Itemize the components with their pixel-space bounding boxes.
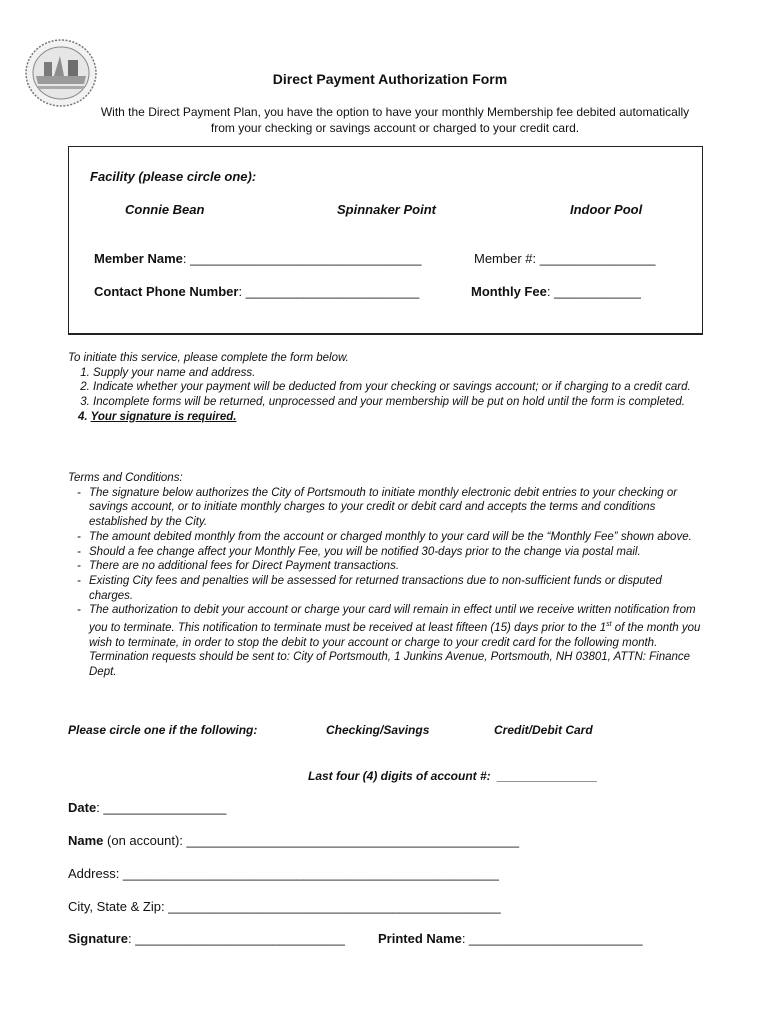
date-blank[interactable]: : _________________ xyxy=(96,800,227,815)
instructions-intro: To initiate this service, please complete the form below. xyxy=(68,352,349,364)
instruction-item-number: 4. xyxy=(78,410,88,423)
name-label: Name xyxy=(68,833,104,848)
monthly-fee-label: Monthly Fee xyxy=(471,284,547,299)
monthly-fee-field[interactable] xyxy=(471,284,641,299)
member-name-blank[interactable]: : ________________________________ xyxy=(182,251,422,266)
terms-item: - There are no additional fees for Direct Payment transactions. xyxy=(74,559,708,574)
contact-phone-blank[interactable]: : ________________________ xyxy=(238,284,420,299)
date-label: Date xyxy=(68,800,97,815)
facility-option-connie-bean[interactable]: Connie Bean xyxy=(125,202,205,217)
facility-option-indoor-pool[interactable]: Indoor Pool xyxy=(570,202,643,217)
instructions-section xyxy=(68,351,708,425)
terms-item: - Should a fee change affect your Monthly Fee, you will be notified 30-days prior to the change via postal mail. xyxy=(74,545,708,560)
printed-name-blank[interactable]: : ________________________ xyxy=(461,931,643,946)
payment-option-credit-debit[interactable]: Credit/Debit Card xyxy=(494,723,593,737)
signature-field[interactable] xyxy=(68,931,345,946)
instruction-item: 2. Indicate whether your payment will be deducted from your checking or savings account; or if charging to a credit card. xyxy=(93,380,708,395)
monthly-fee-blank[interactable]: : ____________ xyxy=(546,284,641,299)
termination-text-b: of the month you wish to terminate, in order to stop the debit to your account or charge to your credit card for the following month. Termination requests should be sent to: City of Portsmouth, 1 Junkins Avenue, Portsmouth, NH 03801, ATTN: Finance Dept. xyxy=(89,621,701,678)
last-four-digits-field[interactable]: Last four (4) digits of account #: _______________ xyxy=(308,769,598,783)
payment-option-checking-savings[interactable]: Checking/Savings xyxy=(326,723,430,737)
terms-item-termination xyxy=(74,603,708,679)
termination-text-a: The authorization to debit your account or charge your card will remain in effect until we receive written notification from you to terminate. This notification to terminate must be received at least fifteen (15) days prior to the 1 xyxy=(89,604,696,634)
instruction-item: 3. Incomplete forms will be returned, unprocessed and your membership will be put on hold until the form is completed. xyxy=(93,395,708,410)
date-field[interactable] xyxy=(68,800,226,815)
signature-required-text: Your signature is required. xyxy=(90,410,237,423)
signature-label: Signature xyxy=(68,931,128,946)
contact-phone-label: Contact Phone Number xyxy=(94,284,239,299)
payment-circle-label: Please circle one if the following: xyxy=(68,723,258,737)
printed-name-field[interactable] xyxy=(378,931,643,946)
facility-option-spinnaker-point[interactable]: Spinnaker Point xyxy=(337,202,436,217)
contact-phone-field[interactable] xyxy=(94,284,419,299)
instruction-item: 1. Supply your name and address. xyxy=(93,366,708,381)
form-intro: With the Direct Payment Plan, you have the option to have your monthly Membership fee debited automatically from your checking or savings account or charged to your credit card. xyxy=(100,105,690,135)
terms-item: - The amount debited monthly from the account or charged monthly to your card will be the “Monthly Fee” shown above. xyxy=(74,530,708,545)
terms-section xyxy=(68,471,708,680)
member-name-field[interactable] xyxy=(94,251,421,266)
name-on-account-field[interactable] xyxy=(68,833,519,848)
terms-heading: Terms and Conditions: xyxy=(68,472,183,484)
member-name-label: Member Name xyxy=(94,251,183,266)
city-state-zip-field[interactable]: City, State & Zip: ______________________________________________ xyxy=(68,899,501,914)
terms-item: - The signature below authorizes the City of Portsmouth to initiate monthly electronic debit entries to your checking or savings account, or to initiate monthly charges to your credit or debit card and accepts the terms and conditions established by the City. xyxy=(74,486,708,530)
member-number-field[interactable]: Member #: ________________ xyxy=(474,251,656,266)
signature-blank[interactable]: : _____________________________ xyxy=(127,931,345,946)
instruction-item-signature xyxy=(68,410,708,425)
facility-heading: Facility (please circle one): xyxy=(90,169,257,184)
terms-item: - Existing City fees and penalties will be assessed for returned transactions due to non-sufficient funds or disputed charges. xyxy=(74,574,708,603)
name-blank[interactable]: (on account): ______________________________________________ xyxy=(103,833,520,848)
printed-name-label: Printed Name xyxy=(378,931,462,946)
form-title: Direct Payment Authorization Form xyxy=(272,71,508,87)
address-field[interactable]: Address: ____________________________________________________ xyxy=(68,866,499,881)
termination-sup: st xyxy=(606,621,612,629)
